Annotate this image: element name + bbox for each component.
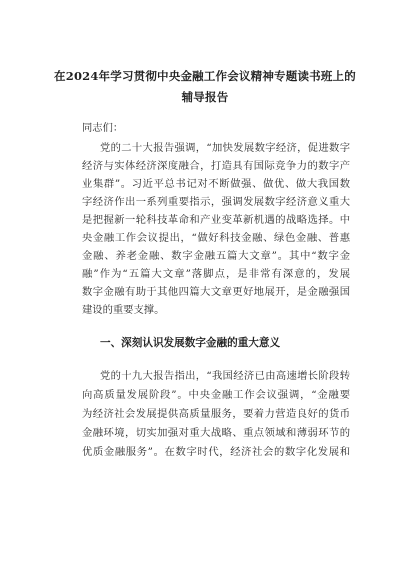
text-line: 经济与实体经济深度融合，打造具有国际竞争力的数字产 <box>82 160 350 172</box>
text-line: 字经济作出一系列重要指示，强调发展数字经济意义重大 <box>82 196 350 208</box>
text-line: 党的十九大报告指出，“我国经济已由高速增长阶段转 <box>100 370 350 382</box>
text-line: 党的二十大报告强调，“加快发展数字经济，促进数字 <box>100 142 350 154</box>
text-line: 金融环境，切实加强对重大战略、重点领域和薄弱环节的 <box>82 427 350 439</box>
document-title <box>50 66 360 108</box>
salutation: 同志们： <box>82 122 124 134</box>
text-line: 数字金融有助于其他四篇大文章更好地展开，是金融强国 <box>82 286 350 298</box>
text-line: 是把握新一轮科技革命和产业变革新机遇的战略选择。中 <box>82 214 350 226</box>
text-line: 融”作为“五篇大文章”落脚点，是非常有深意的，发展 <box>82 268 350 280</box>
text-line: 业集群”。习近平总书记对不断做强、做优、做大我国数 <box>82 178 350 190</box>
title-line: 辅导报告 <box>181 90 229 104</box>
text-line: 建设的重要支撑。 <box>82 304 165 316</box>
text-line: 金融、养老金融、数字金融五篇大文章”。其中“数字金 <box>82 250 350 262</box>
title-line: 在2024年学习贯彻中央金融工作会议精神专题读书班上的 <box>54 69 356 83</box>
text-line: 向高质量发展阶段”。中央金融工作会议强调，“金融要 <box>82 389 350 401</box>
text-line: 优质金融服务”。在数字时代，经济社会的数字化发展和 <box>82 446 350 458</box>
text-line: 央金融工作会议提出，“做好科技金融、绿色金融、普惠 <box>82 232 350 244</box>
text-line: 为经济社会发展提供高质量服务，要着力营造良好的货币 <box>82 408 350 420</box>
section-heading: 一、深刻认识发展数字金融的重大意义 <box>100 337 281 349</box>
